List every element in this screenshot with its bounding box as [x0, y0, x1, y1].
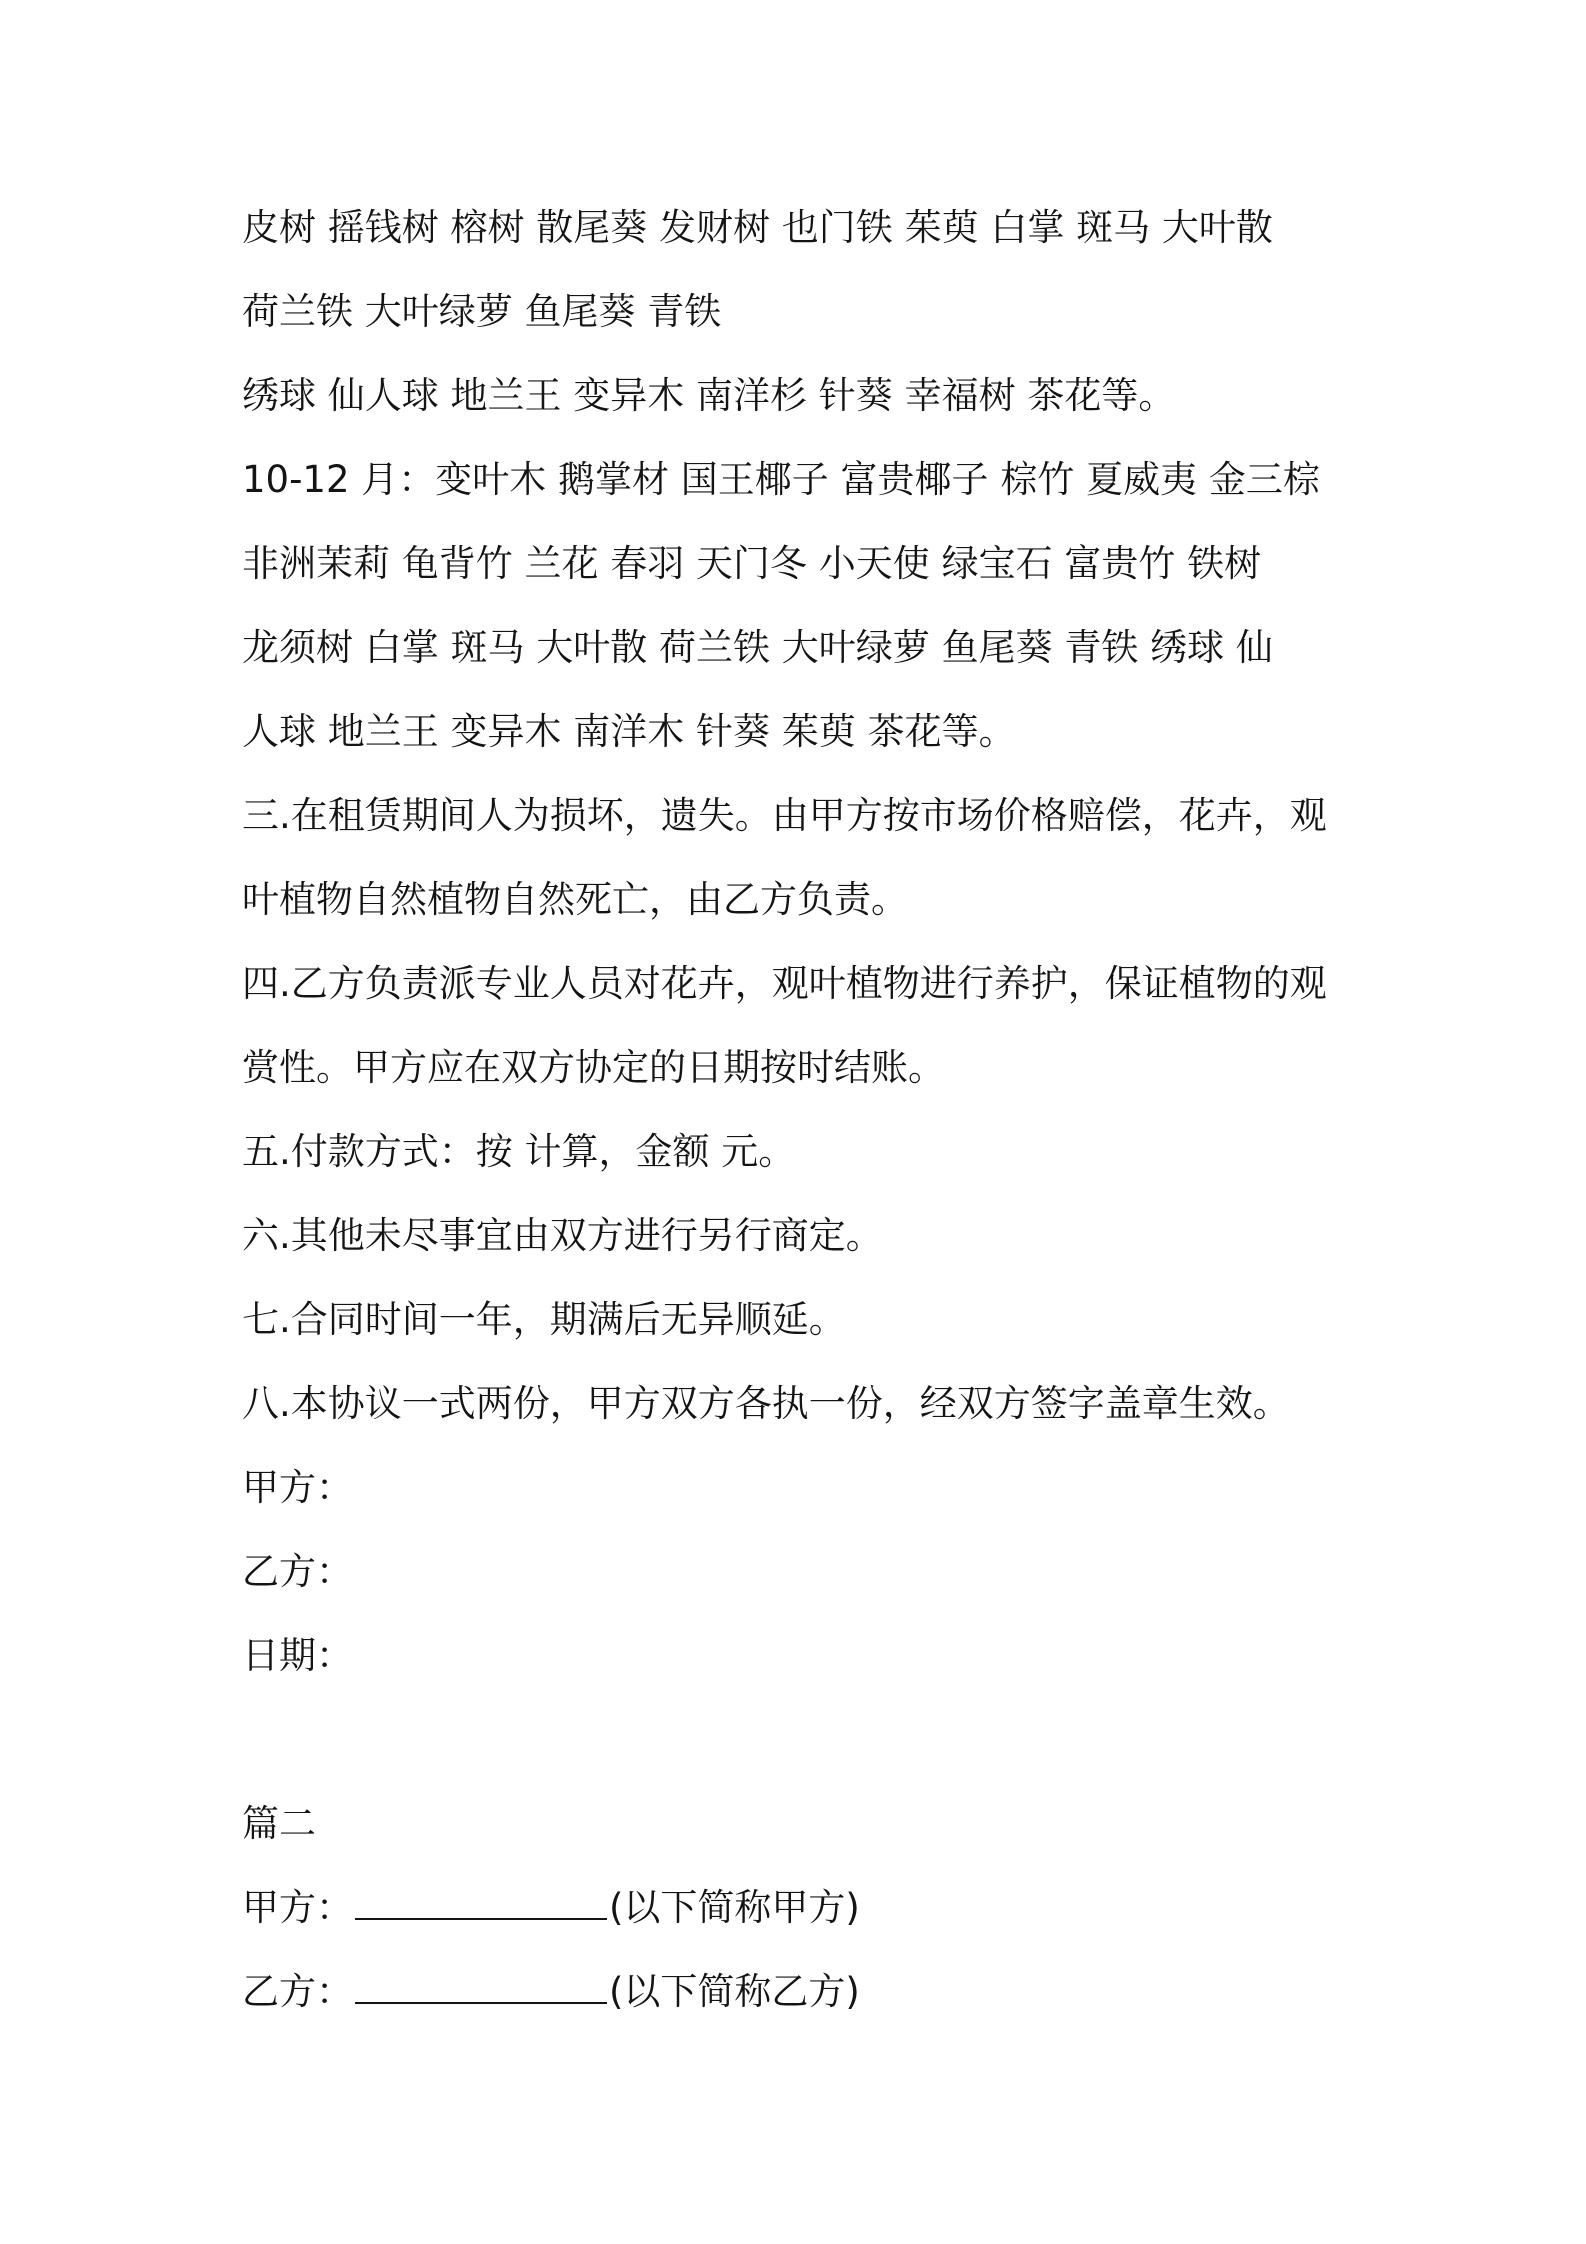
- clause-7: 七.合同时间一年，期满后无异顺延。: [242, 1298, 846, 1341]
- text-line: 绣球 仙人球 地兰王 变异木 南洋杉 针葵 幸福树 茶花等。: [242, 374, 1176, 417]
- text-line: 人球 地兰王 变异木 南洋木 针葵 茱萸 茶花等。: [242, 710, 1016, 753]
- clause-6: 六.其他未尽事宜由双方进行另行商定。: [242, 1214, 883, 1257]
- party-b-suffix: (以下简称乙方): [609, 1970, 860, 2013]
- party-a-line: [242, 1886, 860, 1930]
- party-b-signature-label: 乙方：: [242, 1550, 353, 1593]
- text-line: 非洲茉莉 龟背竹 兰花 春羽 天门冬 小天使 绿宝石 富贵竹 铁树: [242, 542, 1262, 585]
- date-label: 日期：: [242, 1634, 353, 1677]
- text-line: 叶植物自然植物自然死亡，由乙方负责。: [242, 878, 908, 921]
- text-line: 皮树 摇钱树 榕树 散尾葵 发财树 也门铁 茱萸 白掌 斑马 大叶散: [242, 206, 1273, 249]
- party-b-label: 乙方：: [242, 1970, 353, 2013]
- clause-5-payment: 五.付款方式：按 计算，金额 元。: [242, 1130, 796, 1173]
- clause-4: 四.乙方负责派专业人员对花卉，观叶植物进行养护，保证植物的观: [242, 962, 1327, 1005]
- clause-8: 八.本协议一式两份，甲方双方各执一份，经双方签字盖章生效。: [242, 1382, 1290, 1425]
- party-a-signature-label: 甲方：: [242, 1466, 353, 1509]
- text-line: 10-12 月：变叶木 鹅掌材 国王椰子 富贵椰子 棕竹 夏威夷 金三棕: [242, 458, 1320, 501]
- party-b-blank: [355, 1972, 607, 2004]
- text-line: 龙须树 白掌 斑马 大叶散 荷兰铁 大叶绿萝 鱼尾葵 青铁 绣球 仙: [242, 626, 1273, 669]
- party-a-suffix: (以下简称甲方): [609, 1886, 860, 1929]
- clause-3: 三.在租赁期间人为损坏，遗失。由甲方按市场价格赔偿，花卉，观: [242, 794, 1327, 837]
- text-line: 赏性。甲方应在双方协定的日期按时结账。: [242, 1046, 945, 1089]
- section-title: 篇二: [242, 1802, 316, 1845]
- party-a-blank: [355, 1888, 607, 1920]
- party-a-label: 甲方：: [242, 1886, 353, 1929]
- party-b-line: [242, 1970, 860, 2014]
- text-line: 荷兰铁 大叶绿萝 鱼尾葵 青铁: [242, 290, 722, 333]
